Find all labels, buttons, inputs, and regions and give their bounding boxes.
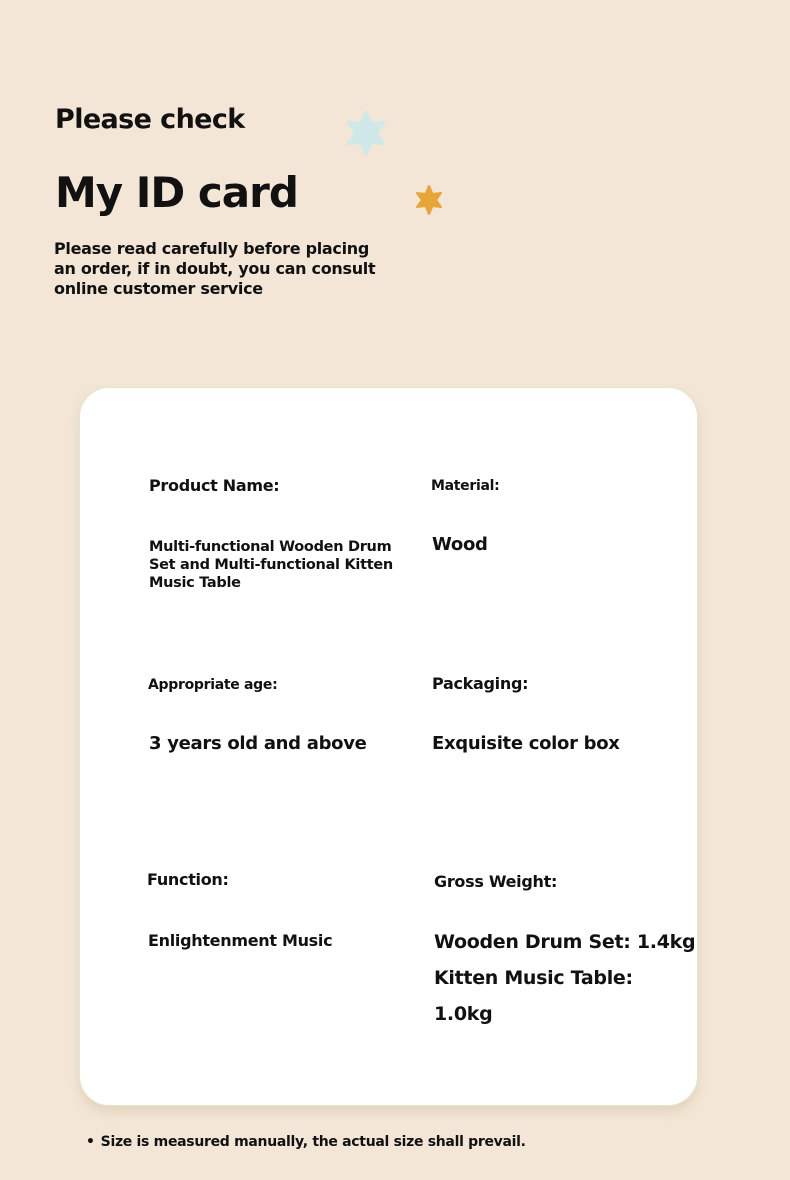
product-info-card [79, 387, 698, 1106]
packaging-label: Packaging: [432, 674, 529, 693]
product-name-label: Product Name: [149, 476, 280, 495]
intro-text: Please read carefully before placing an order, if in doubt, you can consult online customer service [54, 239, 376, 298]
function-value: Enlightenment Music [148, 931, 333, 950]
appropriate-age-value: 3 years old and above [149, 733, 367, 754]
size-footnote [86, 1134, 526, 1150]
material-label: Material: [431, 478, 500, 494]
bullet-icon: • [86, 1134, 95, 1150]
function-label: Function: [147, 870, 229, 889]
star-icon [414, 185, 444, 215]
id-card-title: My ID card [55, 168, 298, 217]
gross-weight-value-drum: Wooden Drum Set: 1.4kg [434, 931, 696, 953]
footnote-text: Size is measured manually, the actual size shall prevail. [100, 1134, 526, 1150]
please-check-heading: Please check [55, 104, 245, 135]
packaging-value: Exquisite color box [432, 733, 620, 754]
gross-weight-value-table: Kitten Music Table: 1.0kg [434, 967, 633, 1025]
snowflake-star-icon [343, 110, 389, 156]
product-name-value: Multi-functional Wooden Drum Set and Multi-functional Kitten Music Table [149, 539, 393, 591]
material-value: Wood [432, 534, 488, 555]
gross-weight-label: Gross Weight: [434, 872, 558, 891]
appropriate-age-label: Appropriate age: [148, 677, 278, 693]
